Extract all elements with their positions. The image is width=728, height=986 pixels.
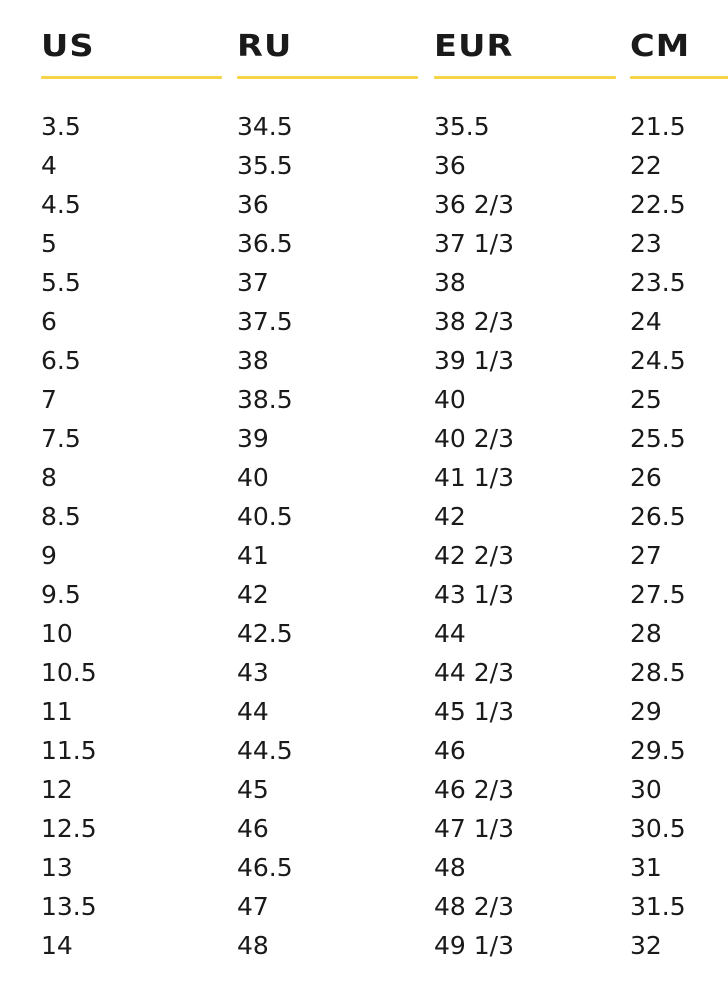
- size-cell: 22: [630, 151, 662, 180]
- column-underline-ru: [237, 76, 418, 79]
- column-values-us: [41, 107, 97, 965]
- size-cell: 36: [237, 190, 269, 219]
- size-cell: 30.5: [630, 814, 686, 843]
- size-cell: 11: [41, 697, 73, 726]
- size-cell: 38 2/3: [434, 307, 514, 336]
- size-cell: 35.5: [237, 151, 293, 180]
- size-cell: 34.5: [237, 112, 293, 141]
- size-cell: 4: [41, 151, 57, 180]
- size-cell: 5.5: [41, 268, 81, 297]
- size-cell: 48: [237, 931, 269, 960]
- size-cell: 14: [41, 931, 73, 960]
- size-cell: 29.5: [630, 736, 686, 765]
- size-cell: 42 2/3: [434, 541, 514, 570]
- size-cell: 46 2/3: [434, 775, 514, 804]
- size-cell: 3.5: [41, 112, 81, 141]
- size-cell: 37.5: [237, 307, 293, 336]
- size-cell: 8: [41, 463, 57, 492]
- size-cell: 7.5: [41, 424, 81, 453]
- size-cell: 35.5: [434, 112, 490, 141]
- size-cell: 42: [237, 580, 269, 609]
- size-cell: 7: [41, 385, 57, 414]
- size-cell: 32: [630, 931, 662, 960]
- size-cell: 9.5: [41, 580, 81, 609]
- size-cell: 39: [237, 424, 269, 453]
- size-cell: 28.5: [630, 658, 686, 687]
- size-cell: 48: [434, 853, 466, 882]
- size-cell: 22.5: [630, 190, 686, 219]
- size-cell: 38: [434, 268, 466, 297]
- size-cell: 24: [630, 307, 662, 336]
- size-cell: 39 1/3: [434, 346, 514, 375]
- size-cell: 12: [41, 775, 73, 804]
- size-cell: 12.5: [41, 814, 97, 843]
- size-cell: 43 1/3: [434, 580, 514, 609]
- size-cell: 44 2/3: [434, 658, 514, 687]
- size-cell: 13: [41, 853, 73, 882]
- size-cell: 29: [630, 697, 662, 726]
- size-cell: 42.5: [237, 619, 293, 648]
- size-cell: 8.5: [41, 502, 81, 531]
- size-cell: 24.5: [630, 346, 686, 375]
- size-cell: 6: [41, 307, 57, 336]
- size-cell: 36.5: [237, 229, 293, 258]
- size-cell: 46: [434, 736, 466, 765]
- size-cell: 36 2/3: [434, 190, 514, 219]
- column-header-us: US: [41, 29, 95, 64]
- size-cell: 48 2/3: [434, 892, 514, 921]
- size-cell: 10: [41, 619, 73, 648]
- size-cell: 38: [237, 346, 269, 375]
- size-cell: 47: [237, 892, 269, 921]
- size-cell: 5: [41, 229, 57, 258]
- size-cell: 21.5: [630, 112, 686, 141]
- size-cell: 4.5: [41, 190, 81, 219]
- column-underline-us: [41, 76, 222, 79]
- size-cell: 25: [630, 385, 662, 414]
- column-underline-eur: [434, 76, 616, 79]
- size-cell: 41: [237, 541, 269, 570]
- size-cell: 43: [237, 658, 269, 687]
- size-cell: 11.5: [41, 736, 97, 765]
- size-cell: 26.5: [630, 502, 686, 531]
- column-values-eur: [434, 107, 514, 965]
- size-cell: 38.5: [237, 385, 293, 414]
- size-cell: 31.5: [630, 892, 686, 921]
- column-header-cm: CM: [630, 29, 691, 64]
- size-cell: 37 1/3: [434, 229, 514, 258]
- size-cell: 41 1/3: [434, 463, 514, 492]
- size-cell: 23.5: [630, 268, 686, 297]
- size-cell: 42: [434, 502, 466, 531]
- size-cell: 40.5: [237, 502, 293, 531]
- size-cell: 46: [237, 814, 269, 843]
- size-cell: 49 1/3: [434, 931, 514, 960]
- column-header-ru: RU: [237, 29, 293, 64]
- size-cell: 40: [237, 463, 269, 492]
- size-cell: 27.5: [630, 580, 686, 609]
- size-cell: 25.5: [630, 424, 686, 453]
- size-cell: 10.5: [41, 658, 97, 687]
- size-cell: 37: [237, 268, 269, 297]
- size-cell: 13.5: [41, 892, 97, 921]
- column-header-eur: EUR: [434, 29, 514, 64]
- size-cell: 40 2/3: [434, 424, 514, 453]
- size-cell: 40: [434, 385, 466, 414]
- size-cell: 6.5: [41, 346, 81, 375]
- column-values-ru: [237, 107, 293, 965]
- size-cell: 28: [630, 619, 662, 648]
- size-cell: 47 1/3: [434, 814, 514, 843]
- size-cell: 44: [434, 619, 466, 648]
- column-values-cm: [630, 107, 686, 965]
- size-cell: 44.5: [237, 736, 293, 765]
- size-cell: 30: [630, 775, 662, 804]
- size-cell: 31: [630, 853, 662, 882]
- size-cell: 36: [434, 151, 466, 180]
- size-cell: 45: [237, 775, 269, 804]
- size-cell: 26: [630, 463, 662, 492]
- size-cell: 9: [41, 541, 57, 570]
- size-cell: 23: [630, 229, 662, 258]
- size-cell: 27: [630, 541, 662, 570]
- size-cell: 44: [237, 697, 269, 726]
- size-cell: 46.5: [237, 853, 293, 882]
- column-underline-cm: [630, 76, 728, 79]
- size-cell: 45 1/3: [434, 697, 514, 726]
